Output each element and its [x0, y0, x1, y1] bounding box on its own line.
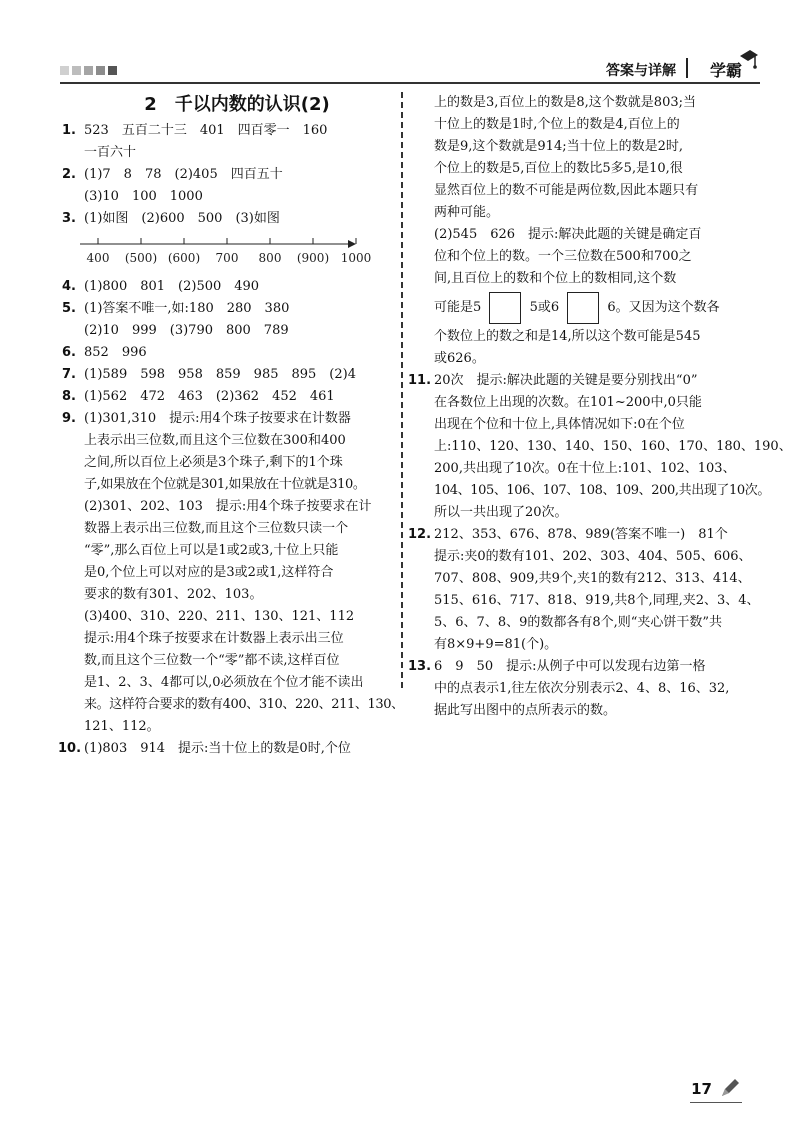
- answer-line: (1)答案不唯一,如:180 280 380: [84, 301, 290, 316]
- number-line-label: 1000: [340, 251, 372, 265]
- answer-line: 出现在个位和十位上,具体情况如下:0在个位: [434, 417, 685, 432]
- answer-item-10-continued: [412, 92, 748, 370]
- answer-line: (1)301,310 提示:用4个珠子按要求在计数器: [84, 411, 351, 426]
- number-line-label: 800: [258, 251, 282, 265]
- section-title: 2 千以内数的认识(2): [144, 94, 330, 115]
- answer-line: (2)545 626 提示:解决此题的关键是确定百: [434, 227, 702, 242]
- answer-line: 子,如果放在个位就是301,如果放在十位就是310。: [84, 477, 366, 492]
- answer-line: 200,共出现了10次。0在十位上:101、102、103、: [434, 461, 736, 476]
- answer-item-5: [62, 298, 392, 342]
- item-number: 3.: [62, 211, 76, 226]
- answer-item-9: [62, 408, 404, 738]
- header-decor-squares: [60, 66, 117, 75]
- answer-line: (1)7 8 78 (2)405 四百五十: [84, 167, 283, 182]
- number-line-label: (900): [296, 251, 330, 265]
- answer-line: 数,而且这个三位数一个“零”都不读,这样百位: [84, 653, 340, 668]
- blank-box: [489, 292, 521, 324]
- answer-line: (3)10 100 1000: [84, 189, 203, 204]
- answer-line: (2)301、202、103 提示:用4个珠子按要求在计: [84, 499, 372, 514]
- answer-line: 提示:夹0的数有101、202、303、404、505、606、: [434, 549, 752, 564]
- answer-line: 上表示出三位数,而且这个三位数在300和400: [84, 433, 346, 448]
- answer-line: 间,且百位上的数和个位上的数相同,这个数: [434, 271, 677, 286]
- answer-line: (1)803 914 提示:当十位上的数是0时,个位: [84, 741, 351, 756]
- left-column: [58, 92, 404, 760]
- blank-box: [567, 292, 599, 324]
- answer-line: 是0,个位上可以对应的是3或2或1,这样符合: [84, 565, 334, 580]
- answer-line: 或626。: [434, 351, 485, 366]
- answer-line: 十位上的数是1时,个位上的数是4,百位上的: [434, 117, 680, 132]
- answer-item-12: [408, 524, 760, 656]
- answer-line: (1)如图 (2)600 500 (3)如图: [84, 211, 280, 226]
- decor-square: [60, 66, 69, 75]
- answer-line: (1)589 598 958 859 985 895 (2)4: [84, 367, 356, 382]
- item-number: 7.: [62, 367, 76, 382]
- header-brand: 学霸: [709, 61, 742, 80]
- answer-line: 要求的数有301、202、103。: [84, 587, 263, 602]
- answer-line: 是1、2、3、4都可以,0必须放在个位才能不读出: [84, 675, 364, 690]
- answer-line: 上:110、120、130、140、150、160、170、180、190、: [434, 439, 792, 454]
- box-text: 5或6: [529, 300, 560, 315]
- answer-item-10: [58, 738, 392, 760]
- number-line-label: (600): [167, 251, 201, 265]
- answer-line: 有8×9+9=81(个)。: [434, 637, 558, 652]
- decor-square: [108, 66, 117, 75]
- answer-line: 中的点表示1,往左依次分别表示2、4、8、16、32,: [434, 681, 730, 696]
- header-title: 答案与详解: [606, 63, 676, 79]
- answer-line: 515、616、717、818、919,共8个,同理,夹2、3、4、: [434, 593, 760, 608]
- item-number: 9.: [62, 411, 76, 426]
- answer-line-with-boxes: [434, 290, 748, 326]
- item-number: 10.: [58, 741, 82, 756]
- pencil-icon: [718, 1076, 742, 1100]
- box-text: 可能是5: [434, 300, 482, 315]
- item-number: 2.: [62, 167, 76, 182]
- answer-line: 所以一共出现了20次。: [434, 505, 568, 520]
- item-number: 11.: [408, 373, 432, 388]
- answer-line: 5、6、7、8、9的数都各有8个,则“夹心饼干数”共: [434, 615, 723, 630]
- answer-line: 数是9,这个数就是914;当十位上的数是2时,: [434, 139, 683, 154]
- decor-square: [96, 66, 105, 75]
- answer-line: 在各数位上出现的次数。在101~200中,0只能: [434, 395, 702, 410]
- answer-line: 121、112。: [84, 719, 160, 734]
- page-number: 17: [691, 1080, 712, 1098]
- answer-item-7: [62, 364, 392, 386]
- answer-line: “零”,那么百位上可以是1或2或3,十位上只能: [84, 543, 339, 558]
- answer-item-3: [62, 208, 392, 230]
- answer-line: (1)800 801 (2)500 490: [84, 279, 260, 294]
- graduation-cap-icon: [738, 46, 758, 72]
- right-column: [408, 92, 792, 722]
- item-number: 5.: [62, 301, 76, 316]
- footer-rule: [690, 1102, 742, 1103]
- answer-item-11: [408, 370, 792, 524]
- answer-line: (1)562 472 463 (2)362 452 461: [84, 389, 335, 404]
- item-number: 4.: [62, 279, 76, 294]
- item-number: 6.: [62, 345, 76, 360]
- column-divider: [401, 92, 403, 688]
- decor-square: [84, 66, 93, 75]
- answer-item-2: [62, 164, 392, 208]
- answer-item-4: [62, 276, 392, 298]
- answer-line: 之间,所以百位上必须是3个珠子,剩下的1个珠: [84, 455, 343, 470]
- item-number: 1.: [62, 123, 76, 138]
- answer-item-8: [62, 386, 392, 408]
- answer-line: 数器上表示出三位数,而且这个三位数只读一个: [84, 521, 349, 536]
- header-separator: [686, 58, 688, 78]
- answer-item-13: [408, 656, 748, 722]
- answer-line: 212、353、676、878、989(答案不唯一) 81个: [434, 527, 728, 542]
- answer-item-1: [62, 120, 392, 164]
- answer-line: 523 五百二十三 401 四百零一 160: [84, 123, 328, 138]
- answer-line: 104、105、106、107、108、109、200,共出现了10次。: [434, 483, 770, 498]
- answer-line: 来。这样符合要求的数有400、310、220、211、130、: [84, 697, 404, 712]
- answer-line: 个数位上的数之和是14,所以这个数可能是545: [434, 329, 701, 344]
- answer-item-6: [62, 342, 392, 364]
- answer-line: 位和个位上的数。一个三位数在500和700之: [434, 249, 692, 264]
- number-line-label: (500): [124, 251, 158, 265]
- answer-line: 852 996: [84, 345, 147, 360]
- answer-line: 据此写出图中的点所表示的数。: [434, 703, 617, 718]
- number-line-figure: [58, 232, 392, 272]
- number-line-label: 400: [86, 251, 110, 265]
- item-number: 13.: [408, 659, 432, 674]
- number-line-label: 700: [215, 251, 239, 265]
- answer-line: (2)10 999 (3)790 800 789: [84, 323, 289, 338]
- box-text: 6。又因为这个数各: [607, 300, 720, 315]
- answer-line: 个位上的数是5,百位上的数比5多5,是10,很: [434, 161, 683, 176]
- answer-line: 一百六十: [84, 145, 137, 160]
- answer-line: 两种可能。: [434, 205, 500, 220]
- decor-square: [72, 66, 81, 75]
- page-header: [60, 46, 760, 84]
- item-number: 8.: [62, 389, 76, 404]
- answer-line: (3)400、310、220、211、130、121、112: [84, 609, 355, 624]
- answer-line: 提示:用4个珠子按要求在计数器上表示出三位: [84, 631, 344, 646]
- answer-line: 707、808、909,共9个,夹1的数有212、313、414、: [434, 571, 751, 586]
- answer-line: 上的数是3,百位上的数是8,这个数就是803;当: [434, 95, 696, 110]
- item-number: 12.: [408, 527, 432, 542]
- answer-line: 6 9 50 提示:从例子中可以发现右边第一格: [434, 659, 706, 674]
- answer-line: 显然百位上的数不可能是两位数,因此本题只有: [434, 183, 699, 198]
- answer-line: 20次 提示:解决此题的关键是要分别找出“0”: [434, 373, 698, 388]
